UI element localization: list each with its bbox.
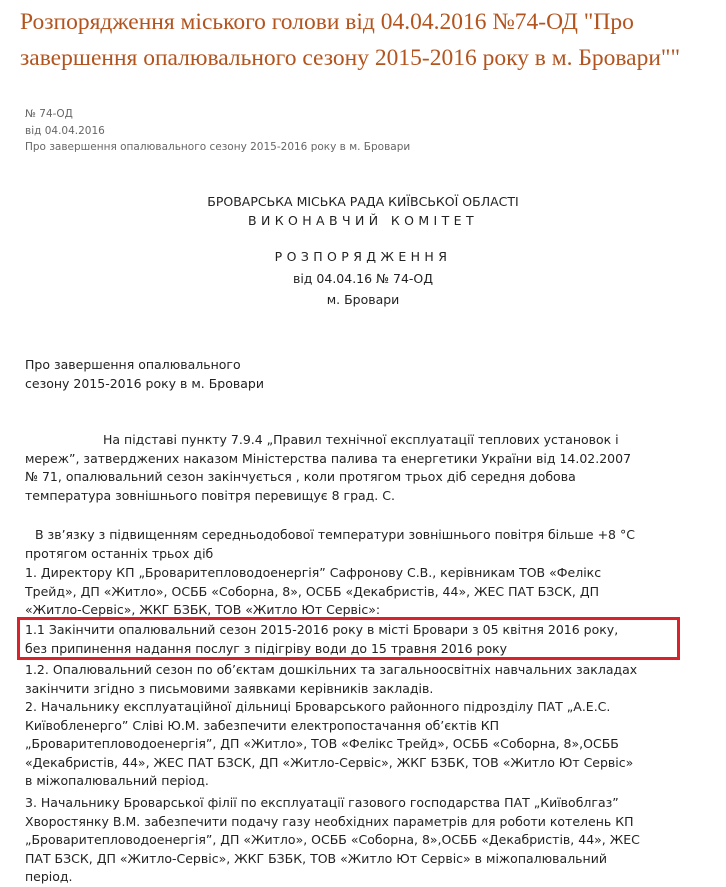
subject-line: сезону 2015-2016 року в м. Бровари (25, 375, 264, 391)
page-title: Розпорядження міського голови від 04.04.2016 №74-ОД "Про завершення опалювального сезону 2015-2016 року в м. Бровари"" (20, 9, 681, 71)
paragraph-line: без припинення надання послуг з підігріву води до 15 травня 2016 року (25, 640, 508, 656)
document-meta (25, 106, 410, 156)
council-name: БРОВАРСЬКА МІСЬКА РАДА КИЇВСЬКОЇ ОБЛАСТІ (207, 194, 519, 209)
paragraph-line: 1.2. Опалювальний сезон по об’єктам дошкільних та загальноосвітніх навчальних закладах (25, 662, 638, 677)
paragraph-line: На підставі пункту 7.9.4 „Правил технічної експлуатації теплових установок і (103, 432, 619, 447)
paragraph-line: „Броваритепловодоенергія”, ДП «Житло», ТОВ «Фелікс Трейд», ОСББ «Соборна, 8»,ОСББ (25, 736, 619, 751)
document-date: від 04.04.2016 (25, 124, 105, 137)
item-1-2 (25, 661, 668, 698)
paragraph-line: мереж”, затверджених наказом Міністерства палива та енергетики України від 14.02.2007 (25, 450, 632, 466)
paragraph-line: Трейд», ДП «Житло», ОСББ «Соборна, 8», ОСББ «Декабристів, 44», ЖЕС ПАТ БЗСК, ДП (25, 583, 599, 599)
paragraph-line: № 71, опалювальний сезон закінчується , коли протягом трьох діб середня добова (25, 469, 576, 484)
paragraph-line: 1. Директору КП „Броваритепловодоенергія” Сафронову С.В., керівникам ТОВ «Фелікс (25, 565, 602, 580)
paragraph-line: ПАТ БЗСК, ДП «Житло-Сервіс», ЖКГ БЗБК, ТОВ «Житло Ют Сервіс» в міжопалювальний (25, 850, 607, 866)
paragraph-line: закінчити згідно з письмовими заявками керівників закладів. (25, 680, 434, 696)
paragraph-line: період. (25, 869, 73, 884)
paragraph-line: 1.1 Закінчити опалювальний сезон 2015-2016 року в місті Бровари з 05 квітня 2016 року, (25, 622, 619, 637)
paragraph-line: в міжопалювальний період. (25, 773, 209, 788)
subject-line: Про завершення опалювального (25, 357, 241, 372)
paragraph-line: 3. Начальнику Броварської філії по експлуатації газового господарства ПАТ „Київоблгаз” (25, 795, 619, 810)
document-subject: Про завершення опалювального сезону 2015-2016 року в м. Бровари (25, 141, 411, 153)
item-2 (25, 698, 668, 791)
highlight-box (17, 617, 680, 660)
item-1 (25, 564, 668, 620)
paragraph-line: „Броваритепловодоенергія”, ДП «Житло», ОСББ «Соборна, 8»,ОСББ «Декабристів, 44», ЖЕС (25, 832, 640, 847)
paragraph-line: Хворостянку В.М. забезпечити подачу газу необхідних параметрів для роботи котелень КП (25, 813, 634, 829)
paragraph-line: «Декабристів, 44», ЖЕС ПАТ БЗСК, ДП «Житло-Сервіс», ЖКГ БЗБК, ТОВ «Житло Ют Сервіс» (25, 754, 634, 770)
subject-block (25, 356, 668, 393)
reason-paragraph (25, 526, 668, 563)
document-number: № 74-ОД (25, 108, 73, 120)
document-city: м. Бровари (326, 292, 400, 307)
document-date-line: від 04.04.16 № 74-ОД (292, 271, 434, 286)
paragraph-line: Київобленерго” Сліві Ю.М. забезпечити електропостачання об’єктів КП (25, 717, 500, 733)
basis-paragraph (25, 431, 668, 505)
paragraph-line: протягом останніх трьох діб (25, 545, 214, 561)
committee-name: ВИКОНАВЧИЙ КОМІТЕТ (248, 213, 478, 228)
paragraph-line: температура зовнішнього повітря перевищує 8 град. С. (25, 487, 395, 503)
paragraph-line: «Житло-Сервіс», ЖКГ БЗБК, ТОВ «Житло Ют Сервіс»: (25, 602, 381, 617)
paragraph-line: В зв’язку з підвищенням середньодобової температури зовнішнього повітря більше +8 °С (35, 527, 635, 542)
item-3 (25, 794, 668, 887)
document-type: РОЗПОРЯДЖЕННЯ (274, 249, 452, 264)
paragraph-line: 2. Начальнику експлуатаційної дільниці Броварського районного підрозділу ПАТ „А.Е.С. (25, 699, 611, 714)
